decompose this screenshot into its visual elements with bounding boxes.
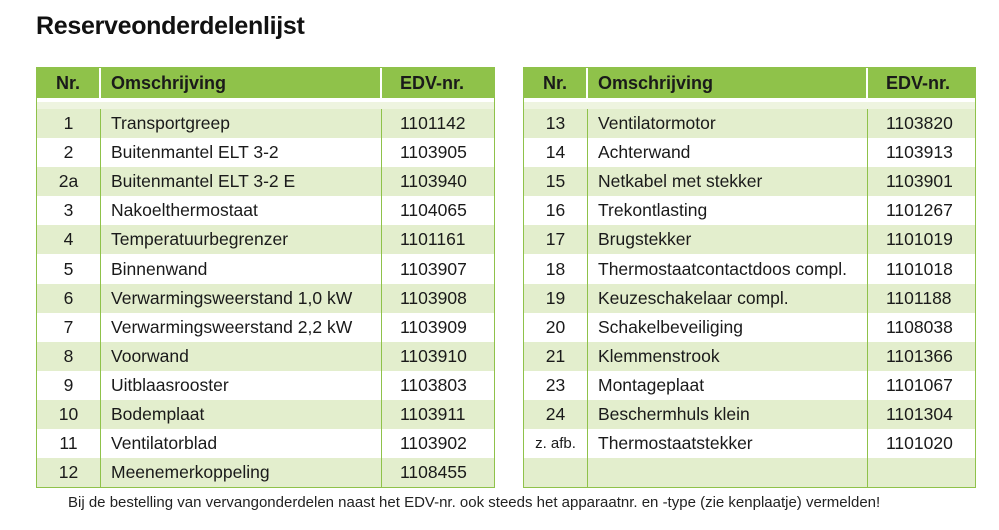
cell-omschrijving <box>588 458 868 487</box>
cell-edv: 1103907 <box>400 258 467 279</box>
table-header <box>524 68 975 102</box>
table-row <box>37 284 494 313</box>
cell-omschrijving: Thermostaatcontactdoos compl. <box>588 254 868 283</box>
cell-nr: 4 <box>37 225 101 254</box>
cell-omschrijving: Meenemerkoppeling <box>101 458 382 487</box>
page-title: Reserveonderdelenlijst <box>36 12 305 40</box>
cell-omschrijving: Buitenmantel ELT 3-2 <box>101 138 382 167</box>
cell-nr: 7 <box>37 313 101 342</box>
table-body <box>37 109 494 487</box>
cell-edv: 1101142 <box>400 113 466 134</box>
cell-nr <box>524 458 588 487</box>
cell-nr: 21 <box>524 342 588 371</box>
cell-edv: 1103913 <box>886 142 953 163</box>
cell-omschrijving: Thermostaatstekker <box>588 429 868 458</box>
table-row <box>524 400 975 429</box>
cell-omschrijving: Temperatuurbegrenzer <box>101 225 382 254</box>
cell-omschrijving: Verwarmingsweerstand 1,0 kW <box>101 284 382 313</box>
header-nr: Nr. <box>37 68 101 98</box>
cell-nr: 19 <box>524 284 588 313</box>
cell-edv: 1103911 <box>400 403 466 424</box>
cell-nr: 8 <box>37 342 101 371</box>
cell-nr: 2 <box>37 138 101 167</box>
table-row <box>37 138 494 167</box>
cell-edv: 1101366 <box>886 345 953 366</box>
parts-table-right <box>523 67 976 488</box>
cell-nr: 13 <box>524 109 588 138</box>
table-row <box>37 167 494 196</box>
table-row <box>37 109 494 138</box>
cell-omschrijving: Trekontlasting <box>588 196 868 225</box>
header-edv: EDV-nr. <box>400 72 465 93</box>
cell-edv: 1103820 <box>886 113 953 134</box>
table-row <box>37 225 494 254</box>
table-row <box>37 313 494 342</box>
cell-nr: 12 <box>37 458 101 487</box>
header-edv: EDV-nr. <box>886 72 951 93</box>
cell-omschrijving: Bodemplaat <box>101 400 382 429</box>
table-row <box>524 167 975 196</box>
cell-edv: 1103803 <box>400 374 467 395</box>
header-omschrijving: Omschrijving <box>101 68 382 98</box>
table-row <box>524 196 975 225</box>
cell-edv: 1103909 <box>400 316 467 337</box>
cell-edv: 1101304 <box>886 403 953 424</box>
cell-omschrijving: Voorwand <box>101 342 382 371</box>
cell-omschrijving: Nakoelthermostaat <box>101 196 382 225</box>
cell-omschrijving: Klemmenstrook <box>588 342 868 371</box>
cell-omschrijving: Keuzeschakelaar compl. <box>588 284 868 313</box>
table-row <box>524 225 975 254</box>
header-nr: Nr. <box>524 68 588 98</box>
table-row <box>524 429 975 458</box>
cell-nr: 6 <box>37 284 101 313</box>
cell-nr: 23 <box>524 371 588 400</box>
cell-edv: 1103940 <box>400 171 467 192</box>
cell-edv: 1101067 <box>886 374 953 395</box>
cell-edv: 1103908 <box>400 287 467 308</box>
cell-omschrijving: Schakelbeveiliging <box>588 313 868 342</box>
cell-nr: 24 <box>524 400 588 429</box>
table-row <box>37 371 494 400</box>
table-body <box>524 109 975 487</box>
cell-edv: 1101019 <box>886 229 953 250</box>
table-row <box>37 458 494 487</box>
cell-nr: 1 <box>37 109 101 138</box>
cell-edv: 1101020 <box>886 433 953 454</box>
cell-edv: 1104065 <box>400 200 467 221</box>
cell-edv: 1108455 <box>400 462 467 483</box>
cell-omschrijving: Montageplaat <box>588 371 868 400</box>
cell-nr: z. afb. <box>524 429 588 458</box>
cell-omschrijving: Uitblaasrooster <box>101 371 382 400</box>
table-row <box>524 109 975 138</box>
cell-omschrijving: Ventilatorblad <box>101 429 382 458</box>
cell-edv: 1103905 <box>400 142 467 163</box>
cell-edv: 1101267 <box>886 200 953 221</box>
table-row <box>524 254 975 283</box>
cell-omschrijving: Transportgreep <box>101 109 382 138</box>
parts-table-left <box>36 67 495 488</box>
cell-nr: 5 <box>37 254 101 283</box>
cell-edv: 1103910 <box>400 345 467 366</box>
table-row <box>524 342 975 371</box>
table-row <box>37 196 494 225</box>
cell-edv: 1103901 <box>886 171 953 192</box>
cell-nr: 14 <box>524 138 588 167</box>
cell-omschrijving: Binnenwand <box>101 254 382 283</box>
cell-nr: 18 <box>524 254 588 283</box>
cell-nr: 10 <box>37 400 101 429</box>
cell-omschrijving: Netkabel met stekker <box>588 167 868 196</box>
cell-nr: 9 <box>37 371 101 400</box>
header-spacer <box>37 102 494 109</box>
cell-edv: 1101161 <box>400 229 466 250</box>
cell-nr: 17 <box>524 225 588 254</box>
table-row <box>524 458 975 487</box>
table-row <box>37 400 494 429</box>
cell-omschrijving: Beschermhuls klein <box>588 400 868 429</box>
table-row <box>524 138 975 167</box>
cell-omschrijving: Achterwand <box>588 138 868 167</box>
cell-omschrijving: Buitenmantel ELT 3-2 E <box>101 167 382 196</box>
table-row <box>37 254 494 283</box>
cell-nr: 16 <box>524 196 588 225</box>
footnote: Bij de bestelling van vervangonderdelen naast het EDV-nr. ook steeds het apparaatnr. en -type (zie kenplaatje) vermelden! <box>68 494 881 511</box>
table-row <box>37 429 494 458</box>
cell-edv <box>868 458 975 487</box>
table-header <box>37 68 494 102</box>
cell-edv: 1108038 <box>886 316 953 337</box>
header-omschrijving: Omschrijving <box>588 68 868 98</box>
cell-omschrijving: Ventilatormotor <box>588 109 868 138</box>
table-row <box>524 313 975 342</box>
table-row <box>524 284 975 313</box>
cell-edv: 1101188 <box>886 287 952 308</box>
cell-nr: 11 <box>37 429 101 458</box>
table-row <box>524 371 975 400</box>
cell-nr: 2a <box>37 167 101 196</box>
header-spacer <box>524 102 975 109</box>
cell-edv: 1103902 <box>400 433 467 454</box>
cell-nr: 15 <box>524 167 588 196</box>
cell-omschrijving: Verwarmingsweerstand 2,2 kW <box>101 313 382 342</box>
cell-edv: 1101018 <box>886 258 953 279</box>
cell-omschrijving: Brugstekker <box>588 225 868 254</box>
cell-nr: 20 <box>524 313 588 342</box>
cell-nr: 3 <box>37 196 101 225</box>
table-row <box>37 342 494 371</box>
